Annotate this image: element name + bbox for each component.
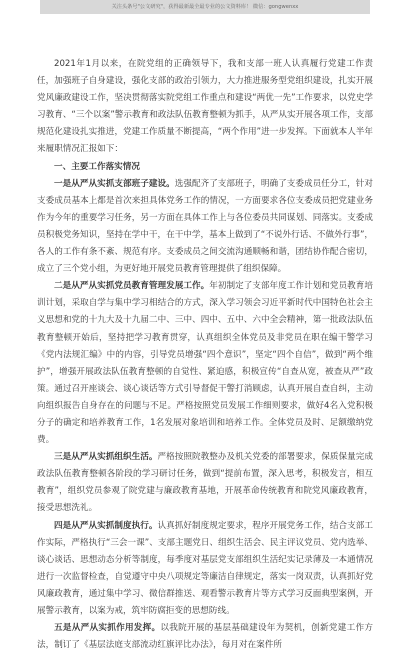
paragraph-lead: 四是从严从实抓制度执行。 xyxy=(54,520,158,531)
document-body xyxy=(37,56,373,654)
paragraph-text: 选强配齐了支部班子，明确了支委成员任分工，针对支委成员基本上都是首次来担具体党务工作的情况，一方面要求各位支委成员把党建业务作为今年的重要学习任务，另一方面在具体工作上与各位委员共同谋划、同落实。支委成员积极党务知识，坚持在学中干，在干中学，基本上做到了“不说外行话、不做外行事”，各人的工作有条不紊、规范有序。支委成员之间交流沟通顺畅和谐，团结协作配合密切，成立了三个党小组，为更好地开展党员教育管理提供了组织保障。 xyxy=(37,178,373,275)
body-paragraph xyxy=(37,278,373,449)
section-heading xyxy=(37,159,373,176)
paragraph-text: 一、主要工作落实情况 xyxy=(54,161,140,172)
paragraph-lead: 一是从严从实抓支部班子建设。 xyxy=(54,178,175,189)
body-paragraph xyxy=(37,518,373,621)
paragraph-text: 以我院开展的基层基础建设年为契机，创新党建工作方法，制订了《基层法庭支部流动红旗评比办法》，每月对在案件所 xyxy=(37,623,373,651)
paragraph-text: 认真抓好制度规定要求，程序开展党务工作，结合支部工作实际，严格执行“三会一课”、支部主题党日、组织生活会、民主评议党员、党内选举、谈心谈话、思想动态分析等制度，每季度对基层党支部组织生活纪实记录薄及一本通情况进行一次监督检查，自觉遵守中央八项规定等廉洁自律规定，落实一岗双责，认真抓好党风廉政教育，通过集中学习、微信群推送、观看警示教育片等方式学习反面典型案例，开展警示教育，以案为戒，筑牢防腐拒变的思想防线。 xyxy=(37,520,373,616)
paragraph-lead: 三是从严从实抓组织生活。 xyxy=(54,452,158,463)
paragraph-lead: 五是从严从实抓作用发挥。 xyxy=(54,623,161,634)
paragraph-lead: 二是从严从实抓党员教育管理发展工作。 xyxy=(54,281,210,292)
paragraph-text: 2021年1月以来，在院党组的正确领导下，我和支部一班人认真履行党建工作责任，加强班子自身建设，强化支部的政治引领力，大力推进服务型党组织建设，扎实开展党风廉政建设工作，坚决贯彻落实院党组工作重点和建设“两优一先”工作要求，以党史学习教育、“三个以案”警示教育和政法队伍教育整顿为抓手，从严从实开展各项工作，支部规范化建设扎实推进，党建工作质量不断提高，“两个作用”进一步发挥。下面就本人半年来履职情况汇报如下： xyxy=(37,59,373,155)
paragraph-text: 年初制定了支部年度工作计划和党员教育培训计划，采取自学与集中学习相结合的方式，深入学习领会习近平新时代中国特色社会主义思想和党的十九大及十九届二中、三中、四中、五中、六中全会精神，第一批政法队伍教育整顿开始后，坚持把学习教育贯穿，认真组织全体党员及非党员在职在编干警学习《党内法规汇编》中的内容，引导党员增强“四个意识”，坚定“四个自信”，做到“两个维护”，增强开展政法队伍教育整顿的自觉性、紧迫感，积极宣传“自查从宽，被查从严”政策。通过召开座谈会、谈心谈话等方式引导督促干警打消顾虑，认真开展自查自纠，主动向组织报告自身存在的问题与不足。严格按照党员发展工作细则要求，做好4名入党积极分子的确定和培养教育工作，1名发展对象培训和培养工作。全体党员及时、足额缴纳党费。 xyxy=(37,281,373,446)
body-paragraph xyxy=(37,620,373,654)
banner-text: 关注头条号"公文研究"，获得最新最全最专业的公文资料库！ 微信：gongwenxx xyxy=(111,4,299,10)
paragraph-text: 严格按照院教整办及机关党委的部署要求，保质保量完成政法队伍教育整顿各阶段的学习研讨任务，做到“提前布置，深入思考，积极发言，相互教育”，组织党员参观了院党建与廉政教育基地，开展革命传统教育和院党风廉政教育，接受思想洗礼。 xyxy=(37,452,373,514)
body-paragraph xyxy=(37,56,373,159)
top-banner xyxy=(40,0,370,14)
body-paragraph xyxy=(37,176,373,279)
body-paragraph xyxy=(37,449,373,517)
